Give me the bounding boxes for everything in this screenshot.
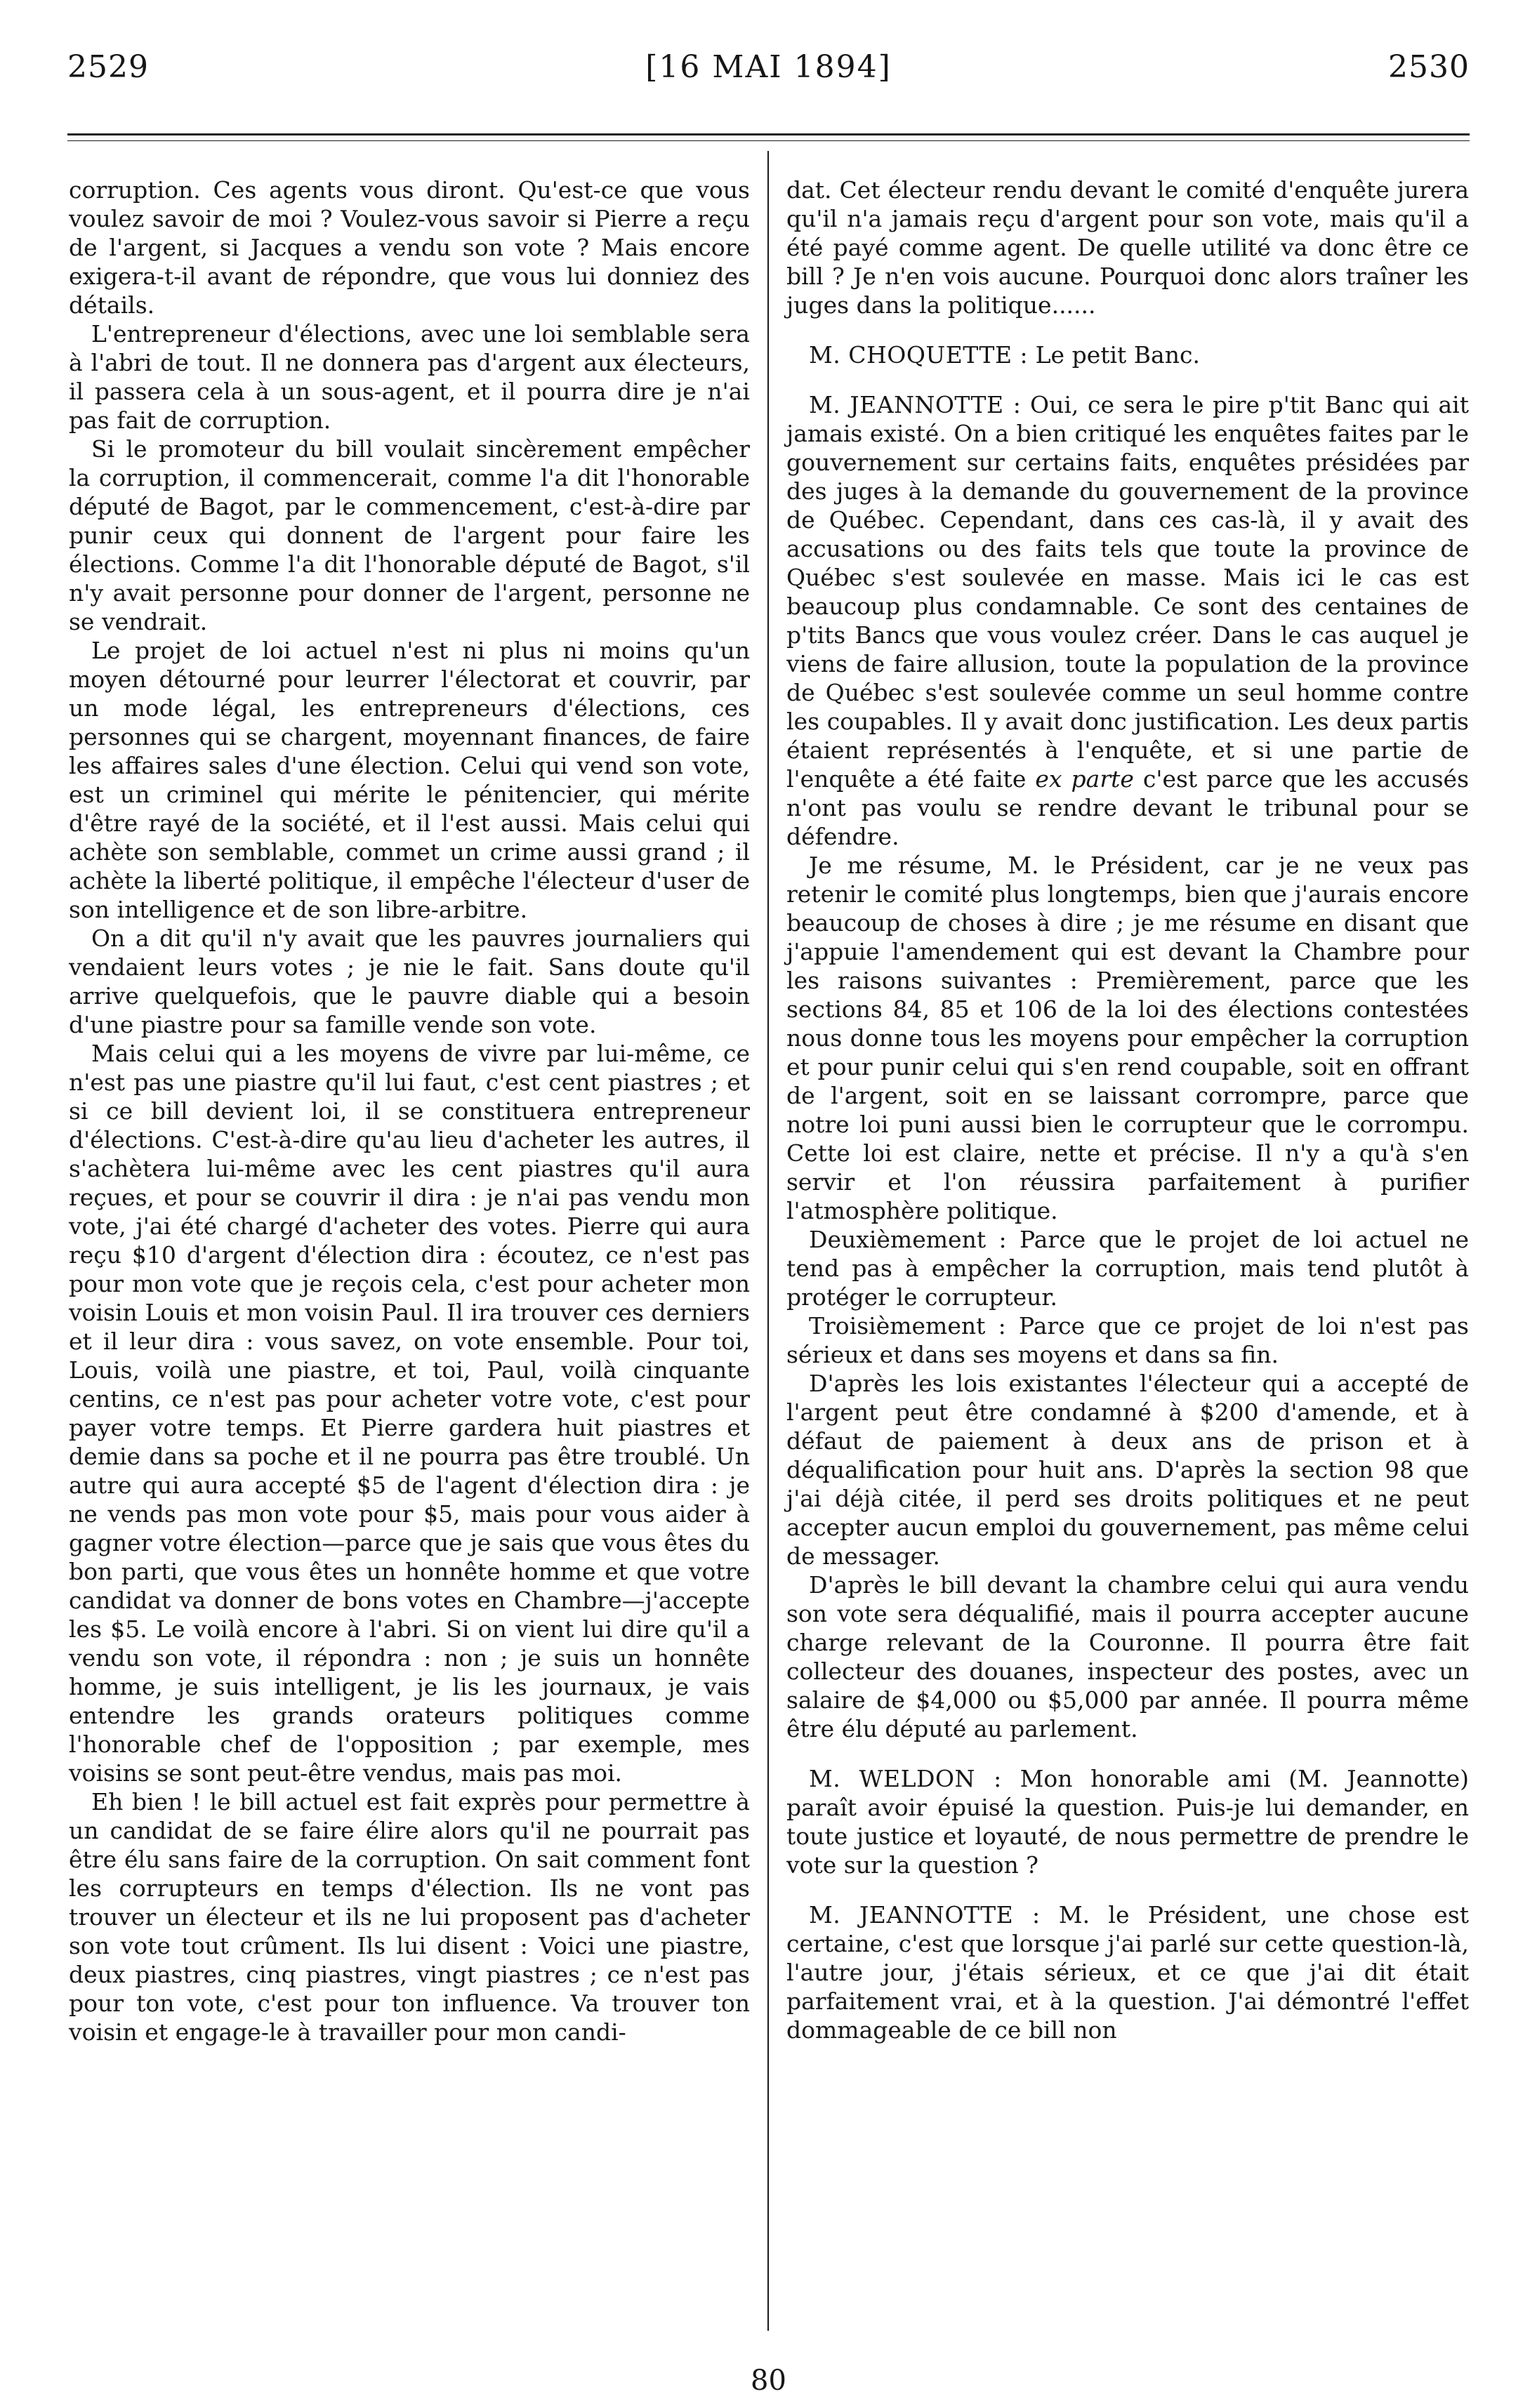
folio-number: 80 [751,2364,786,2397]
speech-text: Oui, ce sera le pire p'tit Banc qui ait jamais existé. On a bien critiqué les enquêtes faites par le gouvernement sur certains faits, enquêtes présidées par des juges à la demande du gouvernement de la province de Québec. Cependant, dans ces cas-là, il y avait des accusations ou des faits tels que toute la province de Québec s'est soulevée en masse. Mais ici le cas est beaucoup plus condamnable. Ce sont des centaines de p'tits Bancs que vous voulez créer. Dans le cas auquel je viens de faire allusion, toute la population de la province de Québec s'est soulevée comme un seul homme contre les coupables. Il y avait donc justification. Les deux partis étaient représentés à l'enquête, et si une partie de l'enquête a été faite [786,391,1469,793]
paragraph: Eh bien ! le bill actuel est fait exprès pour permettre à un candidat de se faire élire alors qu'il ne pourrait pas être élu sans faire de la corruption. On sait comment font les corrupteurs en temps d'élection. Ils ne vont pas trouver un électeur et ils ne lui proposent pas d'acheter son vote tout crûment. Ils lui disent : Voici une piastre, deux piastres, cinq piastres, vingt piastres ; ce n'est pas pour ton vote, c'est pour ton influence. Va trouver ton voisin et engage-le à travailler pour mon candi- [69,1788,750,2046]
paragraph: Troisièmement : Parce que ce projet de loi n'est pas sérieux et dans ses moyens et dans sa fin. [786,1312,1469,1368]
paragraph: Si le promoteur du bill voulait sincèrement empêcher la corruption, il commencerait, comme l'a dit l'honorable député de Bagot, par le commencement, c'est-à-dire par punir ceux qui donnent de l'argent pour faire les élections. Comme l'a dit l'honorable député de Bagot, s'il n'y avait personne pour donner de l'argent, personne ne se vendrait. [69,435,750,635]
page-number-left: 2529 [67,49,149,85]
page-date: [16 MAI 1894] [645,49,892,85]
paragraph: Je me résume, M. le Président, car je ne veux pas retenir le comité plus longtemps, bien que j'aurais encore beaucoup de choses à dire ; je me résume en disant que j'appuie l'amendement qui est devant la Chambre pour les raisons suivantes : Premièrement, parce que les sections 84, 85 et 106 de la loi des élections contestées nous donne tous les moyens pour empêcher la corruption et pour punir celui qui s'en rend coupable, soit en offrant de l'argent, soit en se laissant corrompre, parce que notre loi puni aussi bien le corrupteur que le corrompu. Cette loi est claire, nette et précise. Il n'y a qu'à s'en servir et l'on réussira parfaitement à purifier l'atmosphère politique. [786,852,1469,1224]
paragraph: Mais celui qui a les moyens de vivre par lui-même, ce n'est pas une piastre qu'il lui faut, c'est cent piastres ; et si ce bill devient loi, il se constituera entrepreneur d'élections. C'est-à-dire qu'au lieu d'acheter les autres, il s'achètera lui-même avec les cent piastres qu'il aura reçues, et pour se couvrir il dira : je n'ai pas vendu mon vote, j'ai été chargé d'acheter des votes. Pierre qui aura reçu $10 d'argent d'élection dira : écoutez, ce n'est pas pour mon vote que je reçois cela, c'est pour acheter mon voisin Louis et mon voisin Paul. Il ira trouver ces derniers et il leur dira : vous savez, on vote ensemble. Pour toi, Louis, voilà une piastre, et toi, Paul, voilà cinquante centins, ce n'est pas pour acheter votre vote, c'est pour payer votre temps. Et Pierre gardera huit piastres et demie dans sa poche et il ne pourra pas être troublé. Un autre qui aura accepté $5 de l'agent d'élection dira : je ne vends pas mon vote pour $5, mais pour vous aider à gagner votre élection—parce que je sais que vous êtes du bon parti, que vous êtes un honnête homme et que votre candidat va donner de bons votes en Chambre—j'accepte les $5. Le voilà encore à l'abri. Si on vient lui dire qu'il a vendu son vote, il répondra : non ; je suis un honnête homme, je suis intelligent, je lis les journaux, je vais entendre les grands orateurs politiques comme l'honorable chef de l'opposition ; par exemple, mes voisins se sont peut-être vendus, mais pas moi. [69,1040,750,1787]
speech-text: Mon honorable ami (M. Jeannotte) paraît avoir épuisé la question. Puis-je lui demander, en toute justice et loyauté, de nous permettre de prendre le vote sur la question ? [786,1765,1469,1879]
speech-jeannotte [786,390,1469,851]
speech-jeannotte-reply [786,1900,1469,2044]
page-header [67,49,1470,105]
left-column [69,176,750,2046]
column-divider [767,151,769,2331]
speaker-name: M. JEANNOTTE : [809,391,1022,418]
paragraph: D'après les lois existantes l'électeur qui a accepté de l'argent peut être condamné à $200 d'amende, et à défaut de paiement à deux ans de prison et à déqualification pour huit ans. D'après la section 98 que j'ai déjà citée, il perd ses droits politiques et ne peut accepter aucun emploi du gouvernement, pas même celui de messager. [786,1370,1469,1570]
speech-text-continued: c'est parce que les accusés n'ont pas voulu se rendre devant le tribunal pour se défendre. [786,765,1470,850]
speaker-name: M. WELDON : [809,1765,1002,1792]
header-rule-thick [67,133,1470,135]
speaker-name: M. JEANNOTTE : [809,1901,1041,1929]
paragraph: On a dit qu'il n'y avait que les pauvres journaliers qui vendaient leurs votes ; je nie le fait. Sans doute qu'il arrive quelquefois, que le pauvre diable qui a besoin d'une piastre pour sa famille vende son vote. [69,925,750,1038]
header-rule-thin [67,140,1470,141]
paragraph: Le projet de loi actuel n'est ni plus ni moins qu'un moyen détourné pour leurrer l'électorat et couvrir, par un mode légal, les entrepreneurs d'élections, ces personnes qui se chargent, moyennant finances, de faire les affaires sales d'une élection. Celui qui vend son vote, est un criminel qui mérite le pénitencier, qui mérite d'être rayé de la société, et il l'est aussi. Mais celui qui achète son semblable, commet un crime aussi grand ; il achète la liberté politique, il empêche l'électeur d'user de son intelligence et de son libre-arbitre. [69,637,750,923]
paragraph: Deuxièmement : Parce que le projet de loi actuel ne tend pas à empêcher la corruption, mais tend plutôt à protéger le corrupteur. [786,1226,1469,1311]
latin-phrase: ex parte [1035,765,1134,793]
speaker-name: M. CHOQUETTE : [809,341,1029,369]
page-number-right: 2530 [1388,49,1470,85]
paragraph: D'après le bill devant la chambre celui qui aura vendu son vote sera déqualifié, mais il pourra accepter aucune charge relevant de la Couronne. Il pourra être fait collecteur des douanes, inspecteur des postes, avec un salaire de $4,000 ou $5,000 par année. Il pourra même être élu député au parlement. [786,1571,1469,1742]
speech-text: Le petit Banc. [1035,341,1200,369]
speech-weldon [786,1764,1469,1879]
paragraph: corruption. Ces agents vous diront. Qu'est-ce que vous voulez savoir de moi ? Voulez-vous savoir si Pierre a reçu de l'argent, si Jacques a vendu son vote ? Mais encore exigera-t-il avant de répondre, que vous lui donniez des détails. [69,176,750,319]
speech-choquette [786,340,1469,369]
paragraph: dat. Cet électeur rendu devant le comité d'enquête jurera qu'il n'a jamais reçu d'argent pour son vote, mais qu'il a été payé comme agent. De quelle utilité va donc être ce bill ? Je n'en vois aucune. Pourquoi donc alors traîner les juges dans la politique...... [786,176,1469,319]
right-column [786,176,1469,2044]
paragraph: L'entrepreneur d'élections, avec une loi semblable sera à l'abri de tout. Il ne donnera pas d'argent aux électeurs, il passera cela à un sous-agent, et il pourra dire je n'ai pas fait de corruption. [69,320,750,434]
speech-text: M. le Président, une chose est certaine, c'est que lorsque j'ai parlé sur cette question-là, l'autre jour, j'étais sérieux, et ce que j'ai dit était parfaitement vrai, et à la question. J'ai démontré l'effet dommageable de ce bill non [786,1901,1469,2044]
